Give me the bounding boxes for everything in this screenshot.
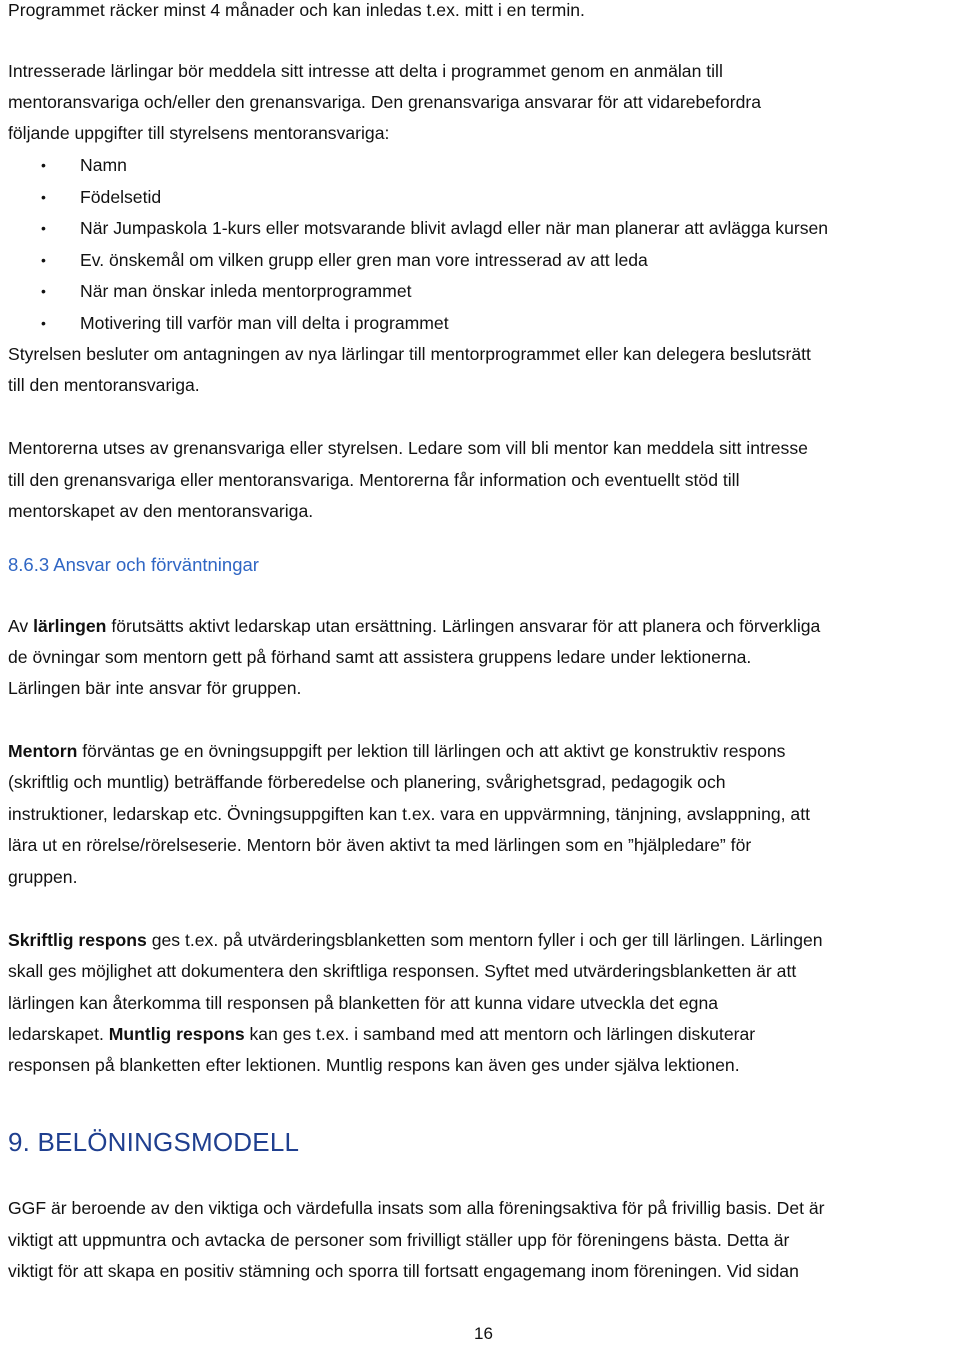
paragraph-reward-line-1: GGF är beroende av den viktiga och värdefulla insats som alla föreningsaktiva för på frivillig basis. Det är [8,1198,825,1218]
paragraph-mentor-line-5: gruppen. [8,867,78,887]
paragraph-reward-line-2: viktigt att uppmuntra och avtacka de personer som frivilligt ställer upp för föreningens bästa. Detta är [8,1230,790,1250]
list-item-text: När Jumpaskola 1-kurs eller motsvarande blivit avlagd eller när man planerar att avlägga kursen [80,218,829,238]
bold-term-oral-feedback: Muntlig respons [108,1024,245,1044]
bullet-icon: • [41,157,46,173]
bullet-icon: • [41,189,46,205]
paragraph-board-line-2: till den mentoransvariga. [8,375,200,395]
list-item-text: Namn [80,155,127,175]
paragraph-interest-line-2: mentoransvariga och/eller den grenansvariga. Den grenansvariga ansvarar för att vidarebefordra [8,92,762,112]
list-item-text: Motivering till varför man vill delta i programmet [80,313,449,333]
paragraph-mentors-line-3: mentorskapet av den mentoransvariga. [8,501,314,521]
paragraph-program-duration: Programmet räcker minst 4 månader och kan inledas t.ex. mitt i en termin. [8,0,585,20]
paragraph-interest-line-1: Intresserade lärlingar bör meddela sitt intresse att delta i programmet genom en anmälan till [8,61,723,81]
page-number: 16 [474,1324,493,1343]
bullet-icon: • [41,220,46,236]
paragraph-mentor-line-4: lära ut en rörelse/rörelseserie. Mentorn bör även aktivt ta med lärlingen som en ”hjälpledare” för [8,835,752,855]
paragraph-feedback-line-5: responsen på blanketten efter lektionen. Muntlig respons kan även ges under själva lektionen. [8,1055,740,1075]
paragraph-mentors-line-2: till den grenansvariga eller mentoransvariga. Mentorerna får information och eventuellt stöd till [8,470,740,490]
list-item-text: Födelsetid [80,187,162,207]
paragraph-mentor-line-2: (skriftlig och muntlig) beträffande förberedelse och planering, svårighetsgrad, pedagogik och [8,772,726,792]
paragraph-reward-line-3: viktigt för att skapa en positiv stämning och sporra till fortsatt engagemang inom föreningen. Vid sidan [8,1261,799,1281]
bold-term-written-feedback: Skriftlig respons [8,930,147,950]
paragraph-mentor-line-1: Mentorn förväntas ge en övningsuppgift per lektion till lärlingen och att aktivt ge konstruktiv respons [8,741,786,761]
paragraph-apprentice-line-2: de övningar som mentorn gett på förhand samt att assistera gruppens ledare under lektionerna. [8,647,752,667]
bullet-icon: • [41,283,46,299]
section-heading-9: 9. BELÖNINGSMODELL [8,1127,300,1157]
list-item-text: När man önskar inleda mentorprogrammet [80,281,412,301]
bold-term-apprentice: lärlingen [33,616,107,636]
paragraph-mentor-line-3: instruktioner, ledarskap etc. Övningsuppgiften kan t.ex. vara en uppvärmning, tänjning, avslappning, att [8,804,810,824]
paragraph-apprentice-line-3: Lärlingen bär inte ansvar för gruppen. [8,678,302,698]
paragraph-feedback-line-4: ledarskapet. Muntlig respons kan ges t.ex. i samband med att mentorn och lärlingen diskuterar [8,1024,756,1044]
bullet-icon: • [41,315,46,331]
paragraph-feedback-line-1: Skriftlig respons ges t.ex. på utvärderingsblanketten som mentorn fyller i och ger till lärlingen. Lärlingen [8,930,823,950]
list-item-text: Ev. önskemål om vilken grupp eller gren man vore intresserad av att leda [80,250,648,270]
paragraph-mentors-line-1: Mentorerna utses av grenansvariga eller styrelsen. Ledare som vill bli mentor kan meddela sitt intresse [8,438,808,458]
paragraph-feedback-line-3: lärlingen kan återkomma till responsen på blanketten för att kunna vidare utveckla det egna [8,993,719,1013]
paragraph-interest-line-3: följande uppgifter till styrelsens mentoransvariga: [8,123,390,143]
paragraph-board-line-1: Styrelsen besluter om antagningen av nya lärlingar till mentorprogrammet eller kan delegera beslutsrätt [8,344,811,364]
paragraph-apprentice-line-1: Av lärlingen förutsätts aktivt ledarskap utan ersättning. Lärlingen ansvarar för att planera och förverkliga [8,616,821,636]
bold-term-mentor: Mentorn [8,741,78,761]
bullet-icon: • [41,252,46,268]
paragraph-feedback-line-2: skall ges möjlighet att dokumentera den skriftliga responsen. Syftet med utvärderingsblanketten är att [8,961,797,981]
section-heading-8-6-3: 8.6.3 Ansvar och förväntningar [8,554,259,575]
